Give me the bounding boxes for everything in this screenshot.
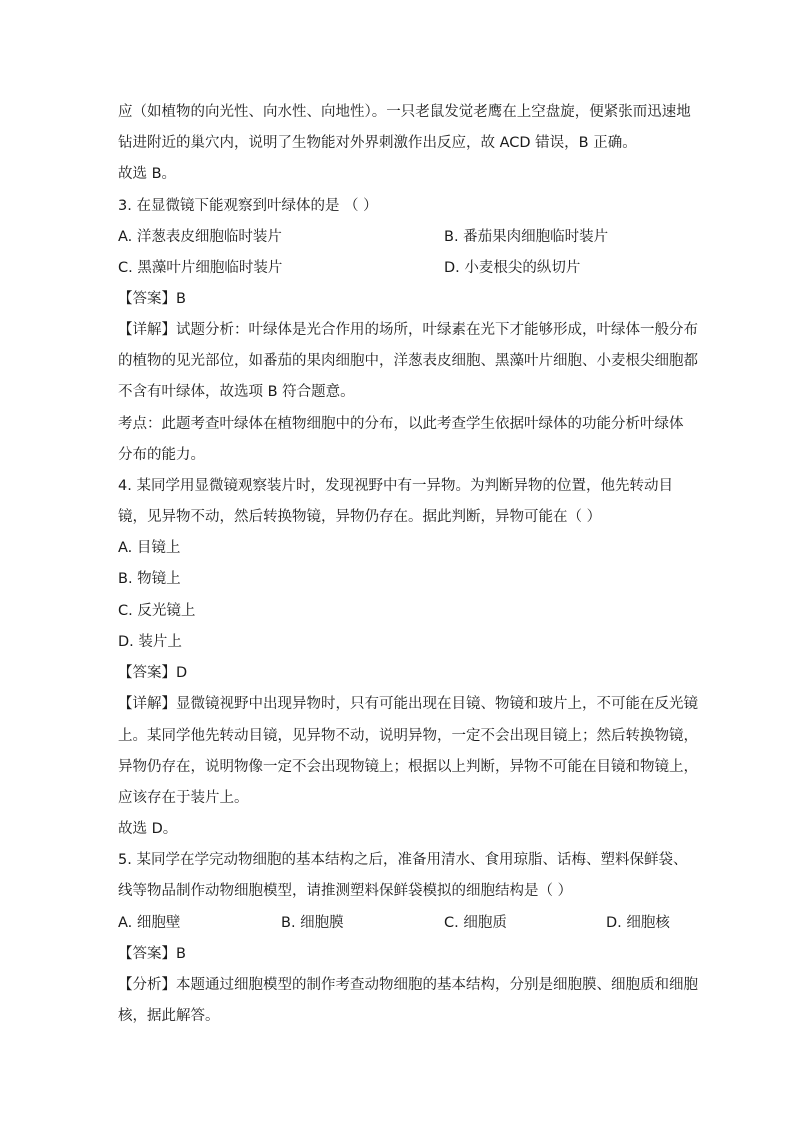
question-4-option-a: A. 目镜上 — [118, 540, 181, 556]
question-3-analysis-line: 不含有叶绿体，故选项 B 符合题意。 — [118, 384, 355, 400]
question-5-answer: 【答案】B — [118, 946, 186, 962]
question-4-analysis-line: 上。某同学他先转动目镜，见异物不动，说明异物，一定不会出现目镜上；然后转换物镜， — [118, 728, 698, 744]
question-3-option-a: A. 洋葱表皮细胞临时装片 — [118, 229, 282, 245]
question-3-analysis-line: 的植物的见光部位，如番茄的果肉细胞中，洋葱表皮细胞、黑藻叶片细胞、小麦根尖细胞都 — [118, 353, 698, 369]
paragraph-line: 钻进附近的巢穴内，说明了生物能对外界刺激作出反应，故 ACD 错误，B 正确。 — [118, 135, 637, 151]
question-4-option-b: B. 物镜上 — [118, 571, 181, 587]
question-4-stem: 镜，见异物不动，然后转换物镜，异物仍存在。据此判断，异物可能在（ ） — [118, 509, 602, 525]
question-5-stem: 线等物品制作动物细胞模型，请推测塑料保鲜袋模拟的细胞结构是（ ） — [118, 883, 573, 899]
question-3-option-c: C. 黑藻叶片细胞临时装片 — [118, 260, 283, 276]
question-3-analysis-line: 考点：此题考查叶绿体在植物细胞中的分布，以此考查学生依据叶绿体的功能分析叶绿体 — [118, 416, 684, 432]
question-4-analysis-line: 应该存在于装片上。 — [118, 790, 249, 806]
question-4-analysis-line: 异物仍存在，说明物像一定不会出现物镜上；根据以上判断，异物不可能在目镜和物镜上， — [118, 759, 698, 775]
question-4-option-d: D. 装片上 — [118, 634, 182, 650]
question-5-analysis-line: 【分析】本题通过细胞模型的制作考查动物细胞的基本结构，分别是细胞膜、细胞质和细胞 — [118, 977, 698, 993]
question-3-stem: 3. 在显微镜下能观察到叶绿体的是 （ ） — [118, 198, 378, 214]
question-3-analysis-line: 【详解】试题分析：叶绿体是光合作用的场所，叶绿素在光下才能够形成，叶绿体一般分布 — [118, 322, 698, 338]
question-5-option-c: C. 细胞质 — [444, 915, 507, 931]
paragraph-line: 应（如植物的向光性、向水性、向地性）。一只老鼠发觉老鹰在上空盘旋，便紧张而迅速地 — [118, 104, 691, 120]
question-5-option-a: A. 细胞壁 — [118, 915, 181, 931]
question-3-answer: 【答案】B — [118, 291, 186, 307]
question-4-stem: 4. 某同学用显微镜观察装片时，发现视野中有一异物。为判断异物的位置，他先转动目 — [118, 478, 673, 494]
question-5-option-b: B. 细胞膜 — [281, 915, 344, 931]
question-4-option-c: C. 反光镜上 — [118, 603, 196, 619]
paragraph-line: 故选 B。 — [118, 166, 177, 182]
question-5-analysis-line: 核，据此解答。 — [118, 1008, 220, 1024]
question-3-option-b: B. 番茄果肉细胞临时装片 — [444, 229, 609, 245]
question-4-analysis-line: 【详解】显微镜视野中出现异物时，只有可能出现在目镜、物镜和玻片上，不可能在反光镜 — [118, 696, 698, 712]
question-5-stem: 5. 某同学在学完动物细胞的基本结构之后，准备用清水、食用琼脂、话梅、塑料保鲜袋、 — [118, 852, 688, 868]
question-5-option-d: D. 细胞核 — [606, 915, 670, 931]
question-4-answer: 【答案】D — [118, 665, 188, 681]
question-3-analysis-line: 分布的能力。 — [118, 447, 205, 463]
question-4-analysis-line: 故选 D。 — [118, 821, 178, 837]
question-3-option-d: D. 小麦根尖的纵切片 — [444, 260, 581, 276]
